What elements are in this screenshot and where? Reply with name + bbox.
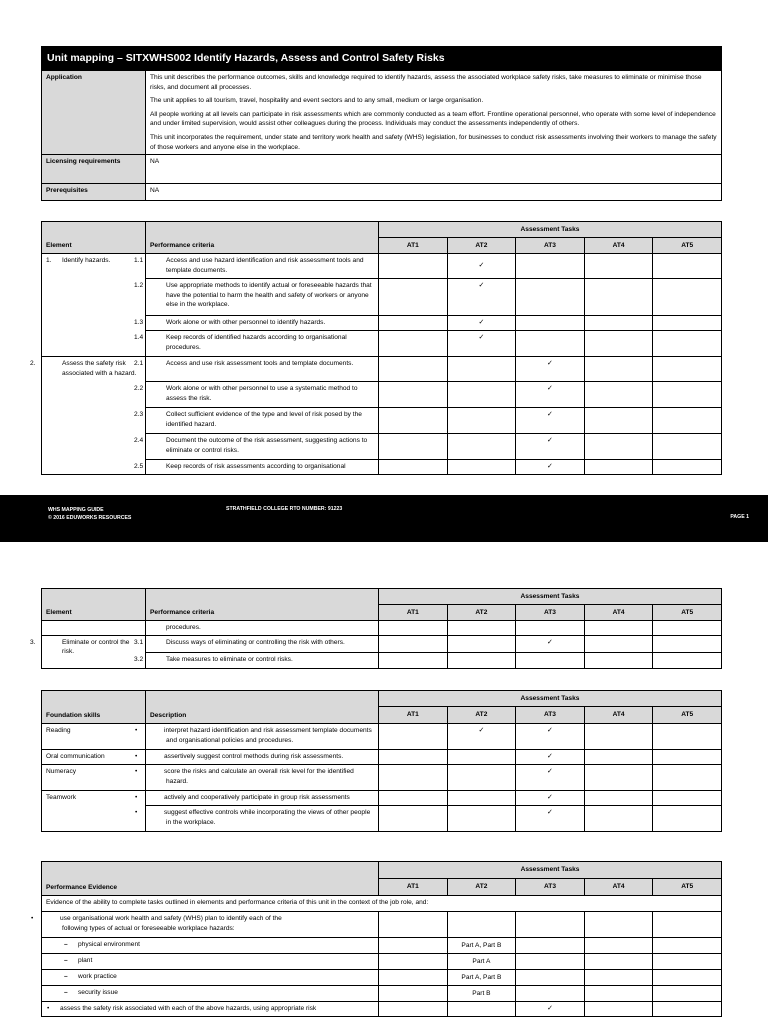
at4-header: AT4 <box>584 605 653 621</box>
at4-header: AT4 <box>584 879 653 896</box>
evidence-at2-value: Part A, Part B <box>447 970 516 986</box>
element-2: 2. Assess the safety risk associated with a hazard. <box>42 357 146 475</box>
evidence-bullet-1: • use organisational work health and safety (WHS) plan to identify each of the following types of actual or foreseeable workplace hazards: <box>42 912 379 938</box>
check-mark: ✓ <box>516 765 585 791</box>
at3-header: AT3 <box>516 879 585 896</box>
table-row <box>42 621 722 636</box>
check-mark: ✓ <box>447 331 516 357</box>
footer-guide: WHS MAPPING GUIDE <box>48 507 104 513</box>
skill-numeracy: Numeracy <box>42 765 146 791</box>
skill-oral-desc: • assertively suggest control methods during risk assessments. <box>146 750 379 765</box>
skill-reading-desc: • interpret hazard identification and risk assessment template documents and organisational policies and procedures. <box>146 724 379 750</box>
table-row <box>42 635 722 652</box>
performance-criteria-table <box>30 221 722 475</box>
application-label: Application <box>42 71 146 155</box>
application-text <box>146 71 722 155</box>
at4-header: AT4 <box>584 707 653 724</box>
application-paragraph: The unit applies to all tourism, travel, hospitality and event sectors and to any small, medium or large organisation. <box>150 97 484 105</box>
check-mark: ✓ <box>516 460 585 475</box>
evidence-at2-value: Part A <box>447 954 516 970</box>
licensing-value: NA <box>146 155 722 184</box>
check-mark: ✓ <box>516 635 585 652</box>
application-paragraph: This unit describes the performance outcomes, skills and knowledge required to identify hazards, assess the associated workplace safety risks, take measures to eliminate or minimise those risks, and document all processes. <box>150 74 702 91</box>
evidence-bullet-2: • assess the safety risk associated with each of the above hazards, using appropriate risk <box>42 1002 379 1017</box>
footer-copyright: © 2016 EDUWORKS RESOURCES <box>48 515 132 522</box>
element-3: 3. Eliminate or control the risk. <box>42 635 146 668</box>
assessment-tasks-header: Assessment Tasks <box>379 862 722 879</box>
table-row <box>42 970 722 986</box>
at3-header: AT3 <box>516 707 585 724</box>
table-row <box>42 750 722 765</box>
criterion-2-3: 2.3 Collect sufficient evidence of the type and level of risk posed by the identified hazard. <box>146 408 379 434</box>
criterion-3-1: 3.1 Discuss ways of eliminating or controlling the risk with others. <box>146 635 379 652</box>
at2-header: AT2 <box>447 605 516 621</box>
criterion-2-1: 2.1 Access and use risk assessment tools and template documents. <box>146 357 379 382</box>
skill-teamwork-desc-1: • actively and cooperatively participate in group risk assessments <box>146 791 379 806</box>
at5-header: AT5 <box>653 605 722 621</box>
assessment-tasks-header: Assessment Tasks <box>379 589 722 605</box>
criterion-1-1: 1.1 Access and use hazard identification and risk assessment tools and template documents. <box>146 254 379 279</box>
check-mark: ✓ <box>516 434 585 460</box>
evidence-at2-value: Part B <box>447 986 516 1002</box>
skill-reading: Reading <box>42 724 146 750</box>
at5-header: AT5 <box>653 238 722 254</box>
table-row <box>42 724 722 750</box>
footer-left <box>48 506 131 523</box>
table-row <box>42 1002 722 1017</box>
unit-title: Unit mapping – SITXWHS002 Identify Hazards, Assess and Control Safety Risks <box>42 47 722 71</box>
at1-header: AT1 <box>379 238 448 254</box>
assessment-tasks-header: Assessment Tasks <box>379 222 722 238</box>
footer-page-number: PAGE 1 <box>730 514 749 520</box>
check-mark: ✓ <box>447 254 516 279</box>
description-header: Description <box>146 691 379 724</box>
check-mark: ✓ <box>447 724 516 750</box>
table-row <box>42 954 722 970</box>
application-paragraph: This unit incorporates the requirement, under state and territory work health and safety (WHS) legislation, for businesses to conduct risk assessments involving their workers to manage the safety of those workers and anyone else in the workplace. <box>150 133 717 151</box>
table-row <box>42 791 722 806</box>
evidence-sub-item: – plant <box>42 954 379 970</box>
element-1: 1. Identify hazards. <box>42 254 146 357</box>
evidence-sub-item: – security issue <box>42 986 379 1002</box>
criteria-header: Performance criteria <box>146 222 379 254</box>
table-row <box>42 765 722 791</box>
skill-teamwork-desc-2: • suggest effective controls while incorporating the views of other people in the workplace. <box>146 806 379 832</box>
at2-header: AT2 <box>447 238 516 254</box>
criterion-2-5: 2.5 Keep records of risk assessments according to organisational <box>146 460 379 475</box>
table-row <box>42 912 722 938</box>
evidence-sub-item: – work practice <box>42 970 379 986</box>
at3-header: AT3 <box>516 238 585 254</box>
check-mark: ✓ <box>516 382 585 408</box>
check-mark: ✓ <box>447 279 516 316</box>
evidence-at2-value: Part A, Part B <box>447 938 516 954</box>
table-row <box>42 896 722 912</box>
criterion-1-3: 1.3 Work alone or with other personnel to identify hazards. <box>146 316 379 331</box>
criterion-1-2: 1.2 Use appropriate methods to identify actual or foreseeable hazards that have the potential to harm the health and safety of workers or anyone else in the workplace. <box>146 279 379 316</box>
skill-oral: Oral communication <box>42 750 146 765</box>
criterion-1-4: 1.4 Keep records of identified hazards according to organisational procedures. <box>146 331 379 357</box>
at3-header: AT3 <box>516 605 585 621</box>
at5-header: AT5 <box>653 879 722 896</box>
table-row <box>42 357 722 382</box>
skill-teamwork: Teamwork <box>42 791 146 832</box>
foundation-skills-table <box>41 690 722 832</box>
element-header: Element <box>42 589 146 621</box>
footer-college: STRATHFIELD COLLEGE RTO NUMBER: 91223 <box>226 506 343 512</box>
assessment-tasks-header: Assessment Tasks <box>379 691 722 707</box>
element-header: Element <box>42 222 146 254</box>
performance-evidence-header: Performance Evidence <box>42 862 379 896</box>
evidence-intro: Evidence of the ability to complete tasks outlined in elements and performance criteria of this unit in the context of the job role, and: <box>42 896 722 912</box>
table-row <box>42 938 722 954</box>
check-mark: ✓ <box>516 791 585 806</box>
at1-header: AT1 <box>379 879 448 896</box>
unit-mapping-table <box>41 46 722 201</box>
at2-header: AT2 <box>447 879 516 896</box>
criterion-3-2: 3.2 Take measures to eliminate or control risks. <box>146 652 379 668</box>
check-mark: ✓ <box>516 806 585 832</box>
check-mark: ✓ <box>516 408 585 434</box>
at2-header: AT2 <box>447 707 516 724</box>
table-row <box>42 986 722 1002</box>
performance-evidence-table <box>31 861 722 1017</box>
criterion-2-2: 2.2 Work alone or with other personnel to use a systematic method to assess the risk. <box>146 382 379 408</box>
application-paragraph: All people working at all levels can participate in risk assessments which are commonly conducted as a team effort. Frontline operational personnel, who operate with some level of independence and under limited supervision, would assist other colleagues during the process. Individuals may conduct the assessments independently of others. <box>150 110 716 128</box>
at5-header: AT5 <box>653 707 722 724</box>
at1-header: AT1 <box>379 707 448 724</box>
foundation-skills-header: Foundation skills <box>42 691 146 724</box>
criterion-2-5-continued: procedures. <box>146 621 379 636</box>
check-mark: ✓ <box>447 316 516 331</box>
prerequisites-value: NA <box>146 184 722 201</box>
check-mark: ✓ <box>516 724 585 750</box>
prerequisites-label: Prerequisites <box>42 184 146 201</box>
check-mark: ✓ <box>516 750 585 765</box>
skill-numeracy-desc: • score the risks and calculate an overall risk level for the identified hazard. <box>146 765 379 791</box>
at4-header: AT4 <box>584 238 653 254</box>
table-row <box>42 254 722 279</box>
at1-header: AT1 <box>379 605 448 621</box>
criteria-header: Performance criteria <box>146 589 379 621</box>
page-footer <box>0 495 768 542</box>
evidence-sub-item: – physical environment <box>42 938 379 954</box>
criterion-2-4: 2.4 Document the outcome of the risk assessment, suggesting actions to eliminate or control risks. <box>146 434 379 460</box>
check-mark: ✓ <box>516 357 585 382</box>
licensing-label: Licensing requirements <box>42 155 146 184</box>
performance-criteria-table-continued <box>30 588 722 669</box>
check-mark: ✓ <box>516 1002 585 1017</box>
